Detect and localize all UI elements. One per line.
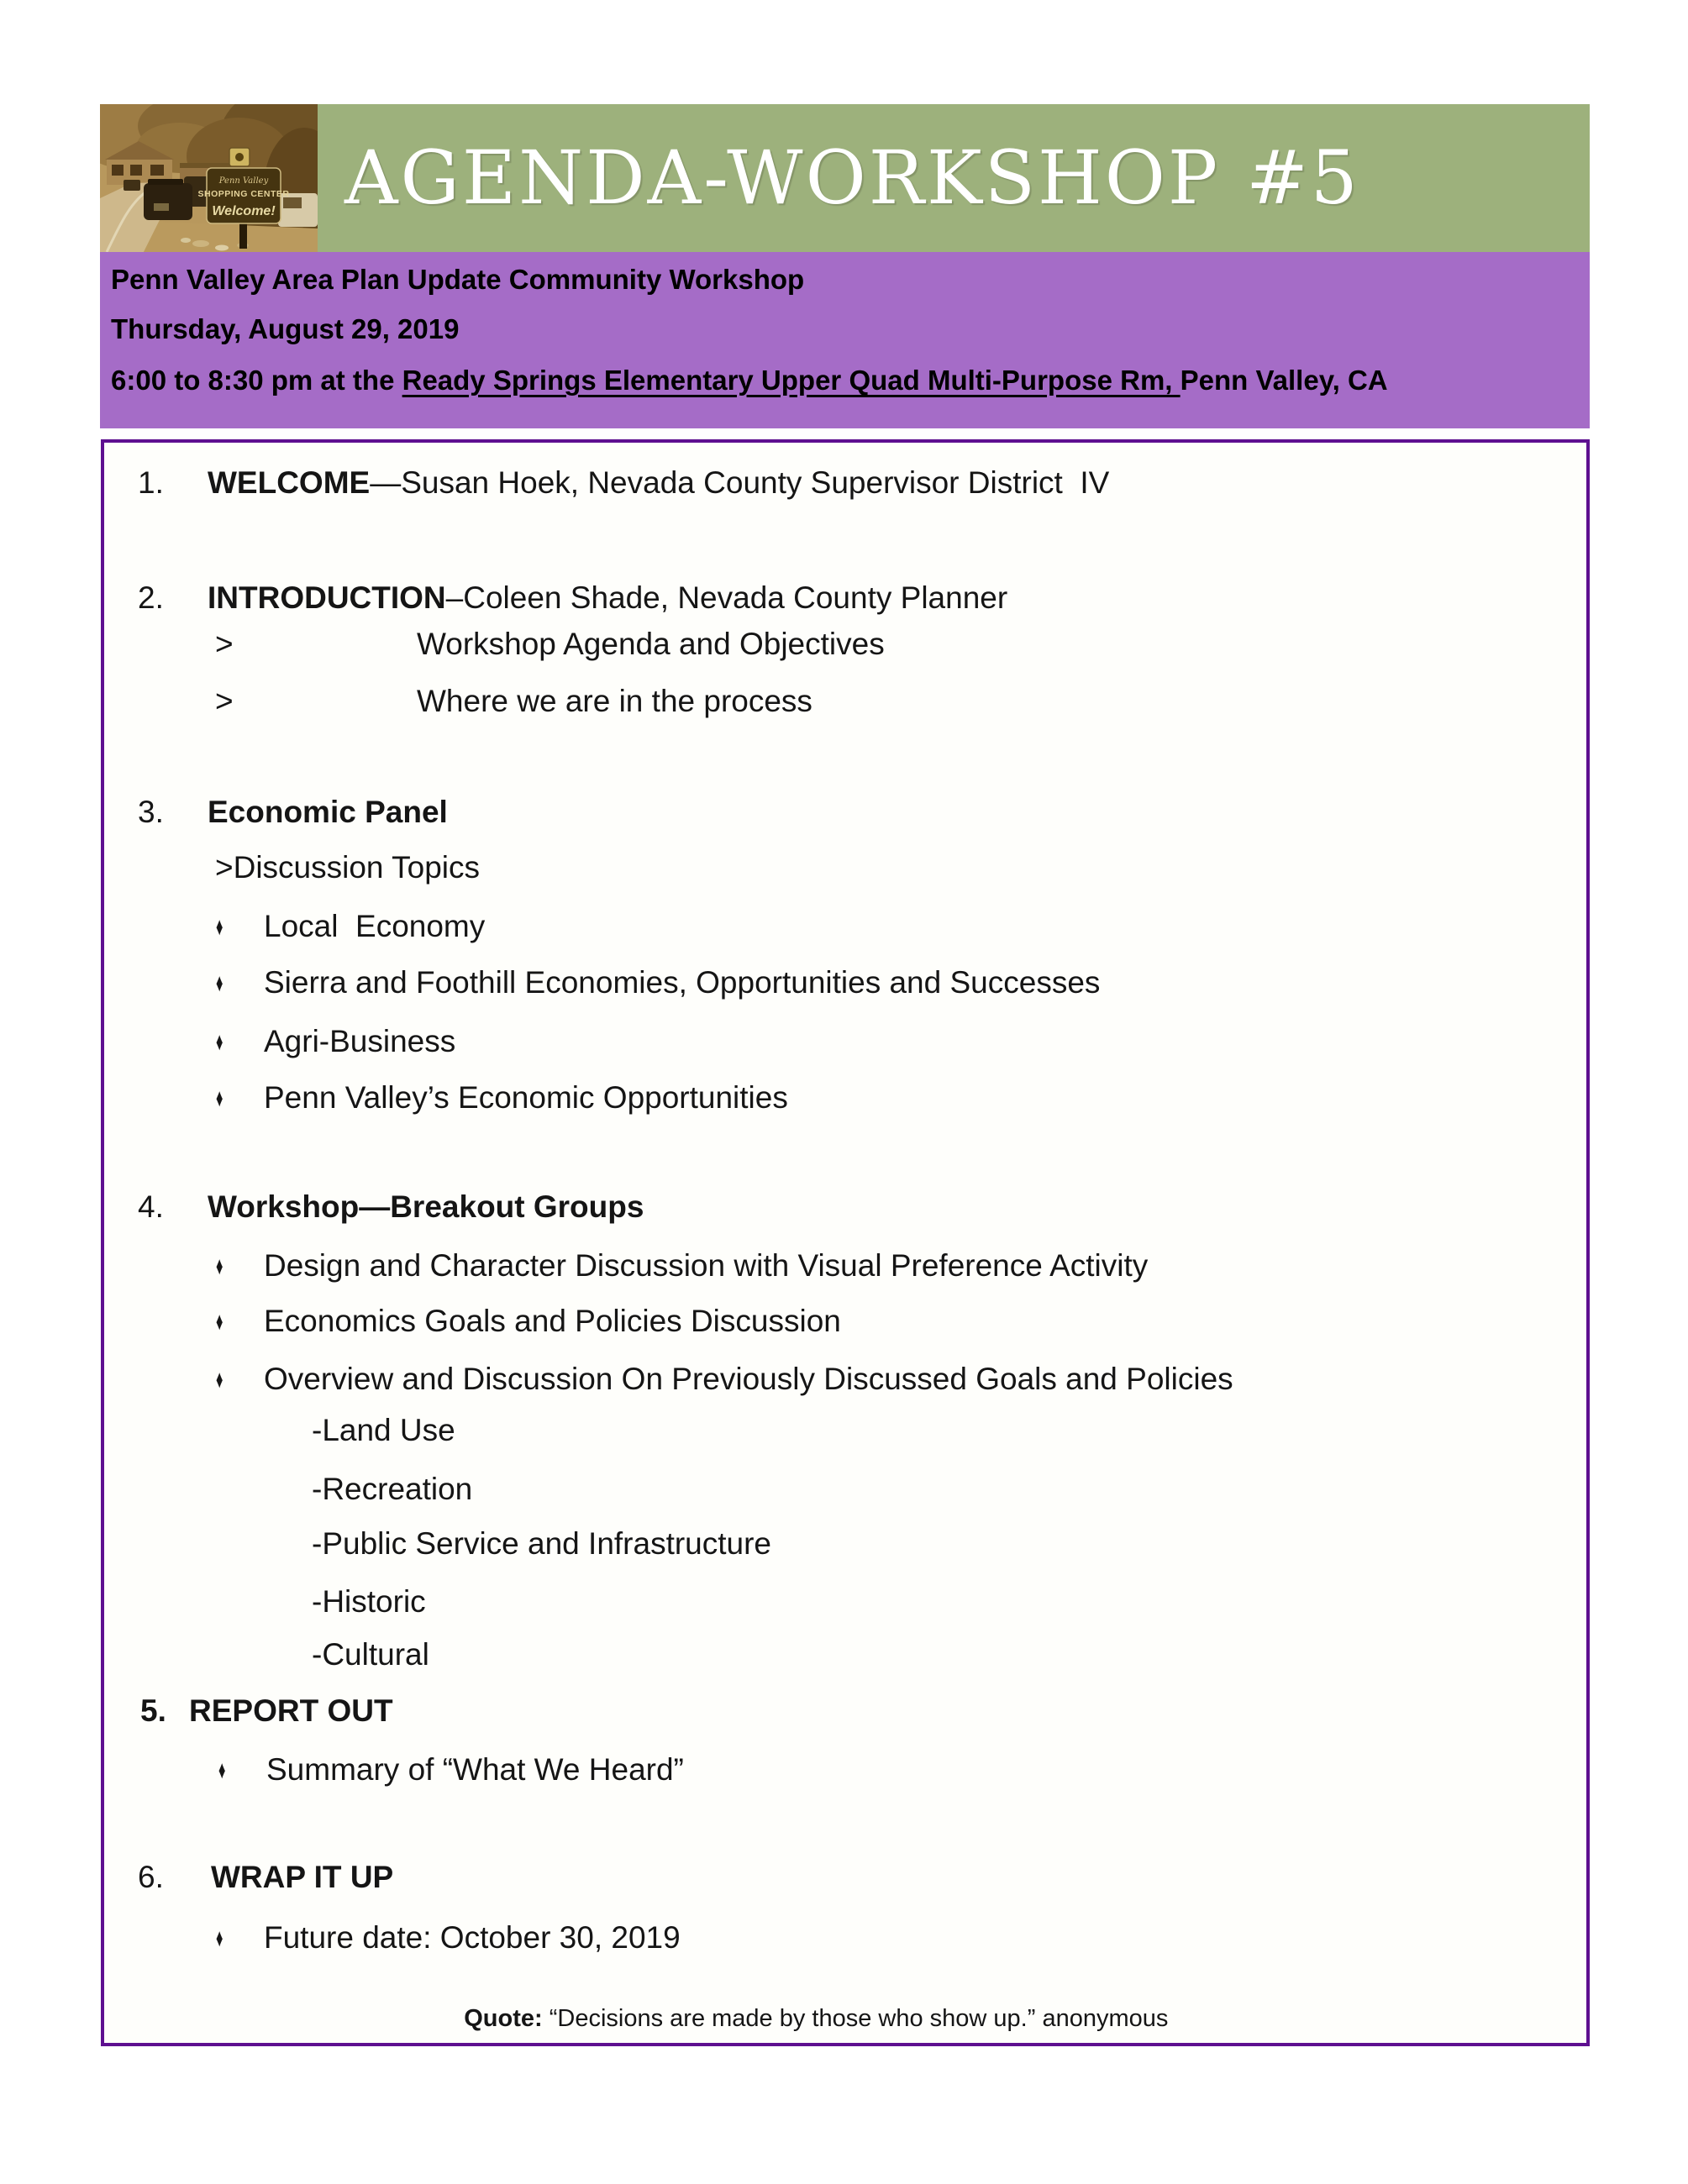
quote-text: “Decisions are made by those who show up.” anonymous: [542, 2005, 1169, 2032]
header-photo: [100, 104, 318, 252]
item-4-number: 4.: [138, 1189, 164, 1224]
item-5-bullet-1: ♦ Summary of “What We Heard”: [218, 1751, 253, 1905]
diamond-bullet-icon: ♦: [218, 1756, 226, 1784]
event-time: 6:00 to 8:30 pm at the: [111, 365, 402, 396]
item-3-text: Economic Panel: [208, 795, 448, 829]
arrow-marker-icon: >: [215, 627, 234, 661]
item-4-dash-historic: -Historic: [312, 1584, 426, 1619]
agenda-box: [101, 439, 1590, 2046]
event-city: Penn Valley, CA: [1180, 365, 1388, 396]
item-6-bullet-1: ♦ Future date: October 30, 2019: [216, 1919, 250, 2073]
item-1-text: WELCOME—Susan Hoek, Nevada County Supervisor District IV: [208, 465, 1110, 500]
diamond-bullet-icon: ♦: [216, 1252, 223, 1280]
arrow-marker-icon: >: [215, 684, 234, 718]
quote-label: Quote:: [464, 2005, 543, 2032]
event-banner: [100, 252, 1590, 428]
agenda-item-5: [140, 1692, 393, 1846]
item-4-bullet-3: ♦ Overview and Discussion On Previously Discussed Goals and Policies: [216, 1360, 250, 1515]
quote-line: [437, 1971, 1168, 2066]
item-1-number: 1.: [138, 465, 164, 500]
item-3-bullet-2: ♦ Sierra and Foothill Economies, Opportunities and Successes: [216, 963, 250, 1118]
diamond-bullet-icon: ♦: [216, 1308, 223, 1336]
item-3-bullet-3: ♦ Agri-Business: [216, 1022, 250, 1177]
item-6-number: 6.: [138, 1860, 164, 1894]
item-4-dash-land-use: -Land Use: [312, 1413, 455, 1447]
item-4-bullet-2: ♦ Economics Goals and Policies Discussion: [216, 1302, 250, 1457]
diamond-bullet-icon: ♦: [216, 969, 223, 997]
item-3-intro: >Discussion Topics: [215, 850, 480, 885]
page-title: AGENDA-WORKSHOP #5: [344, 134, 1360, 221]
item-2-sub-2: > Where we are in the process: [215, 682, 250, 837]
item-2-text: INTRODUCTION–Coleen Shade, Nevada County Planner: [208, 580, 1008, 615]
item-3-number: 3.: [138, 795, 164, 829]
item-2-number: 2.: [138, 580, 164, 615]
event-date: Thursday, August 29, 2019: [111, 313, 460, 344]
item-3-bullet-4: ♦ Penn Valley’s Economic Opportunities: [216, 1079, 250, 1233]
penn-valley-photo-illustration: [100, 104, 318, 252]
item-6-text: WRAP IT UP: [211, 1860, 394, 1894]
item-2-sub-1: > Workshop Agenda and Objectives: [215, 625, 250, 780]
item-5-number: 5.: [140, 1693, 166, 1728]
event-name: Penn Valley Area Plan Update Community Workshop: [111, 264, 805, 295]
item-4-dash-recreation: -Recreation: [312, 1472, 473, 1506]
agenda-item-6: [138, 1858, 394, 2013]
item-5-text: REPORT OUT: [189, 1693, 393, 1728]
item-4-dash-cultural: -Cultural: [312, 1637, 429, 1672]
diamond-bullet-icon: ♦: [216, 1924, 223, 1952]
event-time-location: [111, 362, 1388, 399]
item-4-bullet-1: ♦ Design and Character Discussion with Visual Preference Activity: [216, 1247, 250, 1401]
item-4-text: Workshop—Breakout Groups: [208, 1189, 644, 1224]
diamond-bullet-icon: ♦: [216, 1028, 223, 1056]
diamond-bullet-icon: ♦: [216, 913, 223, 941]
header-banner: [100, 104, 1590, 252]
title-banner: [318, 104, 1590, 252]
diamond-bullet-icon: ♦: [216, 1366, 223, 1394]
item-4-dash-public-service: -Public Service and Infrastructure: [312, 1526, 772, 1561]
item-3-bullet-1: ♦ Local Economy: [216, 907, 250, 1062]
event-venue-underlined: Ready Springs Elementary Upper Quad Multi-Purpose Rm,: [402, 365, 1181, 396]
diamond-bullet-icon: ♦: [216, 1084, 223, 1112]
